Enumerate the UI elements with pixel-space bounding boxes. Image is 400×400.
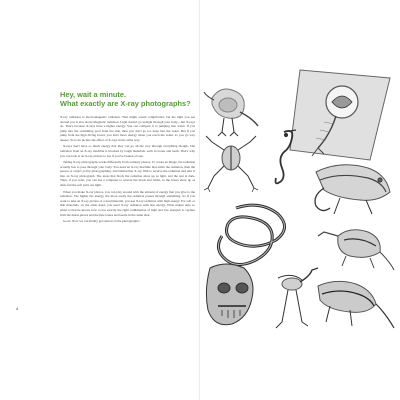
paragraph: X-ray radiation is electromagnetic radiation. That might sound complicated, but the light you see around you is also electromagnetic radiation. Light doesn't go straight through your body—but X-rays do. That's because X-rays have a higher energy. You can compare it to jumping into water. If you jump into the swimming pool from the side, then you don't go too deep into the water. But if you jump from the high diving board, you have more energy when you reach the water, so you go way deeper. You can picture the effect of X-rays in the same way.: [60, 115, 195, 142]
lizard-xray-image: [318, 281, 394, 328]
bird-xray-image: [204, 89, 258, 136]
monkey-xray-image: [206, 264, 253, 325]
rat-xray-image: [318, 230, 394, 270]
paragraph: When you make X-ray photos, you can play around with the amount of energy that you give to the radiation. The higher the energy, the more easily the radiation passes through something. So if you want to take an X-ray picture of a hard material, you use X-ray radiation with high energy. For soft or thin materials, on the other hand, you need X-ray radiation with less energy. What makes Arie so smart is that he knows how to use exactly the right combination of light and low energies to capture both the dense pieces and the fine bones and beetle in the same shot.: [60, 189, 195, 217]
chameleon-xray-image: [315, 165, 390, 214]
right-page: [200, 0, 400, 400]
paragraph: X-rays don't have so much energy that they can go all the way through everything though. The radiation from an X-ray machine is blocked by tough materials, such as bones and teeth. That's why you can look at an X-ray picture to see if you've broken a bone.: [60, 144, 195, 158]
paragraph: Good. Now we can finally get started on the photographs!: [63, 219, 140, 224]
heading-line-2: What exactly are X-ray photographs?: [60, 99, 191, 108]
heading-line-1: Hey, wait a minute.: [60, 90, 126, 99]
xray-collage: [200, 0, 400, 400]
paragraph: Taking X-ray photographs works differently from ordinary photos. To create an image, the radiation actually has to pass through your body. You need an X-ray machine that emits the radiation, then the person or object you're photographing, and behind that X-ray film to receive the radiation and turn it into an X-ray photograph. The areas that block the radiation show up as light, and the rest is dark. Then, if you want, you can use a computer to reverse the black and white, so the bones show up as dark and the soft parts are light.: [60, 160, 195, 188]
body-text: [60, 115, 195, 226]
fish-xray-image: [290, 70, 390, 160]
page-number: 4: [16, 306, 19, 311]
snake-xray-image: [218, 205, 284, 264]
page-heading: [60, 90, 200, 108]
frog-xray-image: [204, 136, 258, 192]
flamingo-xray-image: [276, 268, 318, 328]
